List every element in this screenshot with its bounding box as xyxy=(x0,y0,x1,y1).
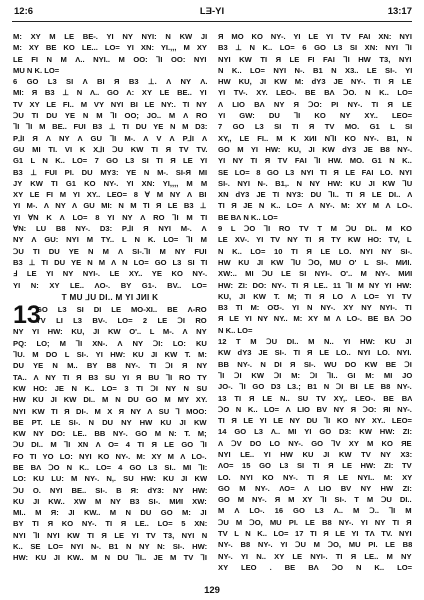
text-line xyxy=(218,87,412,98)
text-line-content: ↃU TI DU YE N M Λ SI-.⅂I M NY FUI xyxy=(13,246,207,256)
text-line xyxy=(13,155,207,166)
text-line-content: 6 GO L3 SI Λ BI Я B3 ⊥. Λ NY Λ. xyxy=(13,77,207,87)
text-line xyxy=(218,257,412,268)
text-line-content: BY TI Я KO NY-. TI Я LE.. LO= 5 XN: xyxy=(13,519,207,529)
text-line xyxy=(218,280,412,291)
text-line xyxy=(218,415,412,426)
text-line-content: JY KW TI G1 KO NY-. YI XN: YI,,,, M M xyxy=(13,178,207,188)
text-line-content: 14 GO L3 Λ.. MI YI GO D3: KW HW: ZI: xyxy=(218,427,412,437)
text-line xyxy=(218,325,412,336)
text-line-content: LO. NYI KO NY-. TI Я LE NYI.. M: XY xyxy=(218,472,412,482)
text-line-content: YI NY TI Я TV FAI ⅂I HW. MO. G1 N K.. xyxy=(218,156,412,166)
book-title: LƎ-YI xyxy=(199,6,225,17)
text-line xyxy=(218,336,412,347)
text-line-content: ⅂U. M DO L SI-. YI HW: KU JI KW T. M: xyxy=(13,350,207,360)
text-line-content: GO M NY-. Я M XY ⅂I SI-. T M ↃU DI.. xyxy=(218,495,412,505)
text-line-content: Λ ↃV DO LO NY-. GO ⅂V XY M KO ЯE xyxy=(218,438,412,448)
text-line-content: TV LI L3 BV-. LO= 2 LE ↃI RO xyxy=(36,316,207,326)
text-line xyxy=(13,200,207,211)
text-line xyxy=(218,313,412,324)
text-line-content: 7 GO L3 SI TI Я TV MO. G1 L SI xyxy=(218,122,412,132)
text-line-content: ↃU O. NYI BE.. SI-. B Я: dY3: NY HW: xyxy=(13,485,207,495)
text-line-content: HW KU, JI KW M: dY3 JE NY-. TI Я LE xyxy=(218,77,412,87)
text-line xyxy=(13,189,207,200)
text-line-content: 13 TI Я LE N.. SU TV XY,. LEO-. BE BΛ xyxy=(218,393,412,403)
text-line xyxy=(13,121,207,132)
text-line xyxy=(13,65,207,76)
text-line-content: HW: KU JI KW.. M N DU ⅂I.. JE M TV ⅂I xyxy=(13,553,207,563)
text-line xyxy=(13,87,207,98)
text-line-content: YI N: XY LE.. ΛO-. BY G1-. BV.. LO= xyxy=(13,280,207,290)
text-line-content: YI M-. Λ NY Λ GU MI: N M TI Я LE B3 ⊥ xyxy=(13,201,207,211)
text-line xyxy=(218,189,412,200)
text-line xyxy=(218,483,412,494)
text-line-content: GU MI TI. VI K X⅃I ↃU KW TI Я TV TV. xyxy=(13,144,207,154)
chapter-verse-start: 12:6 xyxy=(14,6,34,17)
text-line-content: Я LE YI NY NY.. M: XY M Λ LO-. BE BΛ ↃO xyxy=(218,314,412,324)
left-column xyxy=(13,31,207,564)
text-line xyxy=(13,167,207,178)
text-line xyxy=(13,315,207,326)
text-line-content: 12 T M ↃU DI.. M N.. YI HW: KU JI xyxy=(218,337,412,347)
text-line-content: XW:.. MI ↃU LE SI NYI-. O'.. M NY-. MИI xyxy=(218,269,412,279)
text-line xyxy=(13,383,207,394)
text-line xyxy=(13,144,207,155)
text-line-content: ⅂I ↃI KW ↃI M: ↃI ⅂I.. GI M: MI JO xyxy=(218,370,412,380)
text-line-content: SE LO= 8 GO L3 NYI TI Я LE FAI LO. NYI xyxy=(218,167,412,177)
text-line-content: HW: ZI: DO: NY-. TI Я LE.. 11 ⅂I M NY YI HW: xyxy=(218,280,412,290)
text-line xyxy=(13,428,207,439)
text-line xyxy=(218,472,412,483)
chapter-number: 13 xyxy=(13,300,41,329)
text-line xyxy=(218,562,412,573)
text-line-content: N K.. LO= NYI N-. B1 N X3.. LE SI-. YI xyxy=(218,65,412,75)
text-line xyxy=(13,223,207,234)
text-line xyxy=(13,178,207,189)
text-line xyxy=(218,426,412,437)
text-line xyxy=(218,99,412,110)
text-line-content: KW dY3 JE SI-. TI Я LE LO.. NYI LO. NYI. xyxy=(218,348,412,358)
text-line xyxy=(218,517,412,528)
text-line-content: M: XY M LE BE-. YI NY NYI: N KW JI xyxy=(13,32,207,41)
text-line-content: YI GW: DU ⅂I KO NY XY.. LEO= xyxy=(218,111,412,121)
text-line xyxy=(218,133,412,144)
text-line xyxy=(218,121,412,132)
text-line-content: ⅂I ⅂I M BE.. FUI B3 ⊥ TI DU YE N M D3: xyxy=(13,122,207,132)
text-line-content: NY Λ GU: NYI M TY.. L N K. LO= ⅂I M xyxy=(13,235,207,245)
text-line-content: B3 ⊥ FUI PI. DU MY3: YE N M-. SI-Я MI xyxy=(13,167,207,177)
text-line xyxy=(13,507,207,518)
text-line xyxy=(13,394,207,405)
text-line xyxy=(218,200,412,211)
text-line xyxy=(13,338,207,349)
text-line xyxy=(218,359,412,370)
text-line-content: XY,, LE FI.. M K XИI N⅂I KO NY-. B1, N xyxy=(218,133,412,143)
text-line xyxy=(218,347,412,358)
text-line xyxy=(218,528,412,539)
text-line-content: NY-. YI N.. XY LE NYI-. TI Я LE.. M NY xyxy=(218,551,412,561)
text-line-content: PQ: LO; M ⅂I XN-. Λ NY ↃI: LO: KU xyxy=(13,338,207,348)
text-line-content: MU N K. LO= xyxy=(13,65,60,75)
text-line-content: XY LE FI M YI XY.. LEO= 8 ∀ M NY Λ BI xyxy=(13,190,207,200)
text-line-content: YI ∀N K Λ LO= 8 YI NY Λ RO ⅂I M TI xyxy=(13,212,207,222)
text-line xyxy=(13,417,207,428)
text-line-content: ΛO= 15 GO L3 SI TI Я LE HW: ZI: TV xyxy=(218,461,412,471)
text-line-content: ↃU TI DU YE N M ⅂I OO; JO.. M Λ RO xyxy=(13,111,207,121)
chapter-verse-end: 13:17 xyxy=(387,6,412,17)
text-line xyxy=(218,110,412,121)
right-column xyxy=(218,31,412,573)
text-line xyxy=(13,42,207,53)
text-line xyxy=(13,518,207,529)
text-line xyxy=(13,360,207,371)
text-line xyxy=(218,65,412,76)
text-line xyxy=(218,460,412,471)
text-line-content: TV L N K.. LO= 17 TI Я LE YI TΛ TV. NYI xyxy=(218,529,412,539)
text-line-content: ↃU M ↃO, MU PI. LE B8 NY-. YI NY TI Я xyxy=(218,517,412,527)
text-line-content: DU YE N M.. BY B8 NY-. TI ↃI Я NY xyxy=(13,361,207,371)
text-line xyxy=(13,372,207,383)
text-line-content: GO M YI HW: KU, JI KW dY3 JE B8 NY-. xyxy=(218,144,412,154)
text-line-content: XY LEO . BE BΛ ↃO N K.. LO= xyxy=(218,562,412,572)
text-line xyxy=(13,496,207,507)
text-line xyxy=(218,539,412,550)
text-line xyxy=(13,212,207,223)
text-line xyxy=(13,326,207,337)
text-line-content: ∀N: LU B8 NY-. D3: P⅃I Я NYI M-. Λ xyxy=(13,224,207,234)
text-line xyxy=(218,223,412,234)
text-line xyxy=(13,439,207,450)
text-line xyxy=(218,212,412,223)
text-line xyxy=(218,167,412,178)
text-line-content: B3 ⊥ TI DU YE N M Λ N LO= GO L3 SI TI xyxy=(13,257,207,267)
text-line xyxy=(13,99,207,110)
chapter-heading: T MU ⅃U DI.. M YI JИI K xyxy=(61,292,159,302)
text-line-content: YI TV-. XY. LEO-. BE BΛ ↃO. N K.. LO= xyxy=(218,88,412,98)
text-line xyxy=(218,234,412,245)
text-line xyxy=(218,494,412,505)
text-line xyxy=(13,473,207,484)
text-line xyxy=(218,449,412,460)
text-line xyxy=(218,404,412,415)
text-line xyxy=(218,54,412,65)
text-line-content: MI: Я B3 ⊥ N Λ.. GO Λ: XY LE BE.. YI xyxy=(13,88,207,98)
text-line-content: HW KU JI KW ⅂U ↃO, MU O' L SI-. MИI. xyxy=(218,257,412,267)
text-line xyxy=(13,552,207,563)
text-line-content: KU JI KW.. XW M NY B3 SI-. MИI XW: xyxy=(13,496,207,506)
text-line xyxy=(13,406,207,417)
text-line-content: B3 TI M: OƱ-. YI N NY-. XY NY NYI-. TI xyxy=(218,303,412,313)
text-line xyxy=(13,530,207,541)
text-line xyxy=(13,54,207,65)
page-number: 129 xyxy=(204,585,220,596)
left-text-block xyxy=(13,31,207,291)
text-line-content: N K.. LO= 10 TI Я LE LO. NYI NY SI-. xyxy=(218,246,412,256)
text-line xyxy=(13,451,207,462)
text-line-content: MI.. M Я: JI KW.. M N DU GO M: JI xyxy=(13,508,207,518)
text-line xyxy=(218,144,412,155)
text-line-content: SI-. NYI N-. B1,. N NY HW: KU JI KW ⅂U xyxy=(218,178,412,188)
text-line-content: FO TI YO LO: NYI KO NY-. M: XY M Λ LO-. xyxy=(13,451,207,461)
text-line xyxy=(13,257,207,268)
text-line-content: P⅃I Я Λ NY Λ GU ⅂I M-. Λ V Λ P⅃I Λ xyxy=(13,133,207,143)
text-line xyxy=(13,304,207,315)
text-line-content: KW HO: JE N K.. LO= 3 TI ↃI NY N SU xyxy=(13,383,207,393)
text-line xyxy=(13,268,207,279)
text-line xyxy=(13,133,207,144)
text-line-content: GO L3 SI DI LE MO-XI.. BE Λ-RO xyxy=(36,304,207,314)
text-line-content: N K.. LO= xyxy=(218,325,253,335)
text-line-content: HW KU JI KW DI.. M N DU GO M MY XY. xyxy=(13,395,207,405)
text-line-content: BE BΛ ↃO N K.. LO= 4 GO L3 SI.. MI ⅂I: xyxy=(13,462,207,472)
text-line-content: NYI ⅂I NYI KW TI Я LE YI TV T3, NYI N xyxy=(13,530,207,540)
text-line xyxy=(218,505,412,516)
text-line-content: Ⅎ LE YI NY NYI-. LE XY.. YE KO NY-. xyxy=(13,269,207,279)
text-line xyxy=(218,551,412,562)
chapter-text-block xyxy=(13,300,207,564)
text-line-content: JO-. ⅂I GO D3 L3.; B1 N ↃI BI LE B8 NY-. xyxy=(218,382,412,392)
text-line-content: LO: KU LU: M NY-. N,. SU HW: KU JI KW xyxy=(13,474,207,484)
text-line xyxy=(218,268,412,279)
text-line xyxy=(218,370,412,381)
text-line-content: BB NY-. N DI Я SI-. WU DO KW BE ↃI xyxy=(218,359,412,369)
text-line xyxy=(218,246,412,257)
text-line-content: XN dY3 JE TI NY3: DU ⅂I.. TI Я LE DI.. Λ xyxy=(218,190,412,200)
text-line-content: ↃU DI.. M ⅂I XN Λ O= 4 TI Я LE GO ⅂I xyxy=(13,440,207,450)
chapter-block xyxy=(13,300,207,564)
text-line xyxy=(13,349,207,360)
text-line-content: B3 ⊥ N K.. LO= 6 GO L3 SI XN: NYI ⅂I xyxy=(218,43,412,53)
text-line xyxy=(13,110,207,121)
text-line xyxy=(13,462,207,473)
text-line-content: GO M NY-. ΛO= Λ LIO BV NY HW ZI: xyxy=(218,483,412,493)
text-line-content: TA.. Λ NY TI Я B3 SU YI Я BU ⅂I RO TY xyxy=(13,372,207,382)
text-line-content: G1 L N K.. LO= 7 GO L3 SI TI Я LE YI xyxy=(13,156,207,166)
text-line-content: NYI KW TI Я LE FI FAI ⅂I HW T3, NYI xyxy=(218,54,412,64)
text-line xyxy=(218,76,412,87)
text-line-content: BE BΛ N K.. LO= xyxy=(218,212,278,222)
text-line-content: M Λ LO-. 16 GO L3 Λ.. M Ↄ.. ⅂I M xyxy=(218,506,412,516)
text-line xyxy=(218,393,412,404)
text-line xyxy=(218,31,412,42)
text-line-content: BE PT. LE SI-. N DU NY HW KU JI KW xyxy=(13,417,207,427)
text-line xyxy=(218,381,412,392)
text-line-content: 9 L ↃO ⅂I RO TV T M ↃU DI.. M KO xyxy=(218,224,412,234)
text-line-content: TV XY LE FI.. M VY NYI BI LE NY:. TI NY xyxy=(13,99,207,109)
text-line-content: KU, JI KW T. M; TI Я LO Λ LO= YI TV xyxy=(218,291,412,301)
text-line-content: NYI KW TI Я DI-. M X Я NY Λ SU ⅂ MOO: xyxy=(13,406,207,416)
text-line-content: TI Я LE YI LE NY DU ⅂I KO NY XY.. LEO= xyxy=(218,416,412,426)
text-line xyxy=(13,485,207,496)
text-line-content: LE FI N M Λ.. NYI.. M OO: ⅂I OO: NYI xyxy=(13,54,207,64)
text-line xyxy=(218,302,412,313)
text-line xyxy=(13,76,207,87)
text-line-content: Я MO KO NY-. YI LE YI TV FAI XN: NYI xyxy=(218,32,412,41)
header-rule xyxy=(12,21,412,22)
text-line xyxy=(13,541,207,552)
text-line-content: Λ LIO BΛ NY Я ↃO: PI NY-. TI Я LE xyxy=(218,99,412,109)
text-line-content: TI Я JE N K.. LO= Λ NY-. M: XY M Λ LO-. xyxy=(218,201,412,211)
text-line-content: NYI LE.. YI HW KU JI KW TV NY X3: xyxy=(218,449,412,459)
text-line xyxy=(218,438,412,449)
text-line xyxy=(13,31,207,42)
text-line-content: K.. SE LO= NYI N-. B1 N NY N: SI-. HW: xyxy=(13,542,207,552)
text-line xyxy=(13,234,207,245)
text-line xyxy=(13,280,207,291)
text-line-content: NY-. B8 NY-. YI ↃU M ↃO, MU PI. LE B8 xyxy=(218,540,412,550)
text-line-content: M: XY BE KO LE... LO= YI XN: YI.,,, M XY xyxy=(13,43,207,53)
text-line-content: KW NY DO: LE.. BB NY-. GO M N: T. M; xyxy=(13,429,207,439)
text-line xyxy=(218,178,412,189)
right-text-block xyxy=(218,31,412,573)
text-line-content: LE XV-. YI TV NY TI Я TY KW HO: TV, L xyxy=(218,235,412,245)
text-line-content: NY YI HW: KU, JI KW O'.. L M-. Λ NY xyxy=(13,327,207,337)
text-line xyxy=(13,246,207,257)
text-line-content: ↃO N K.. LO= Λ LIO BV NY Я ↃO: ЯI NY-. xyxy=(218,404,412,414)
text-line xyxy=(218,155,412,166)
text-line xyxy=(218,42,412,53)
text-line xyxy=(218,291,412,302)
